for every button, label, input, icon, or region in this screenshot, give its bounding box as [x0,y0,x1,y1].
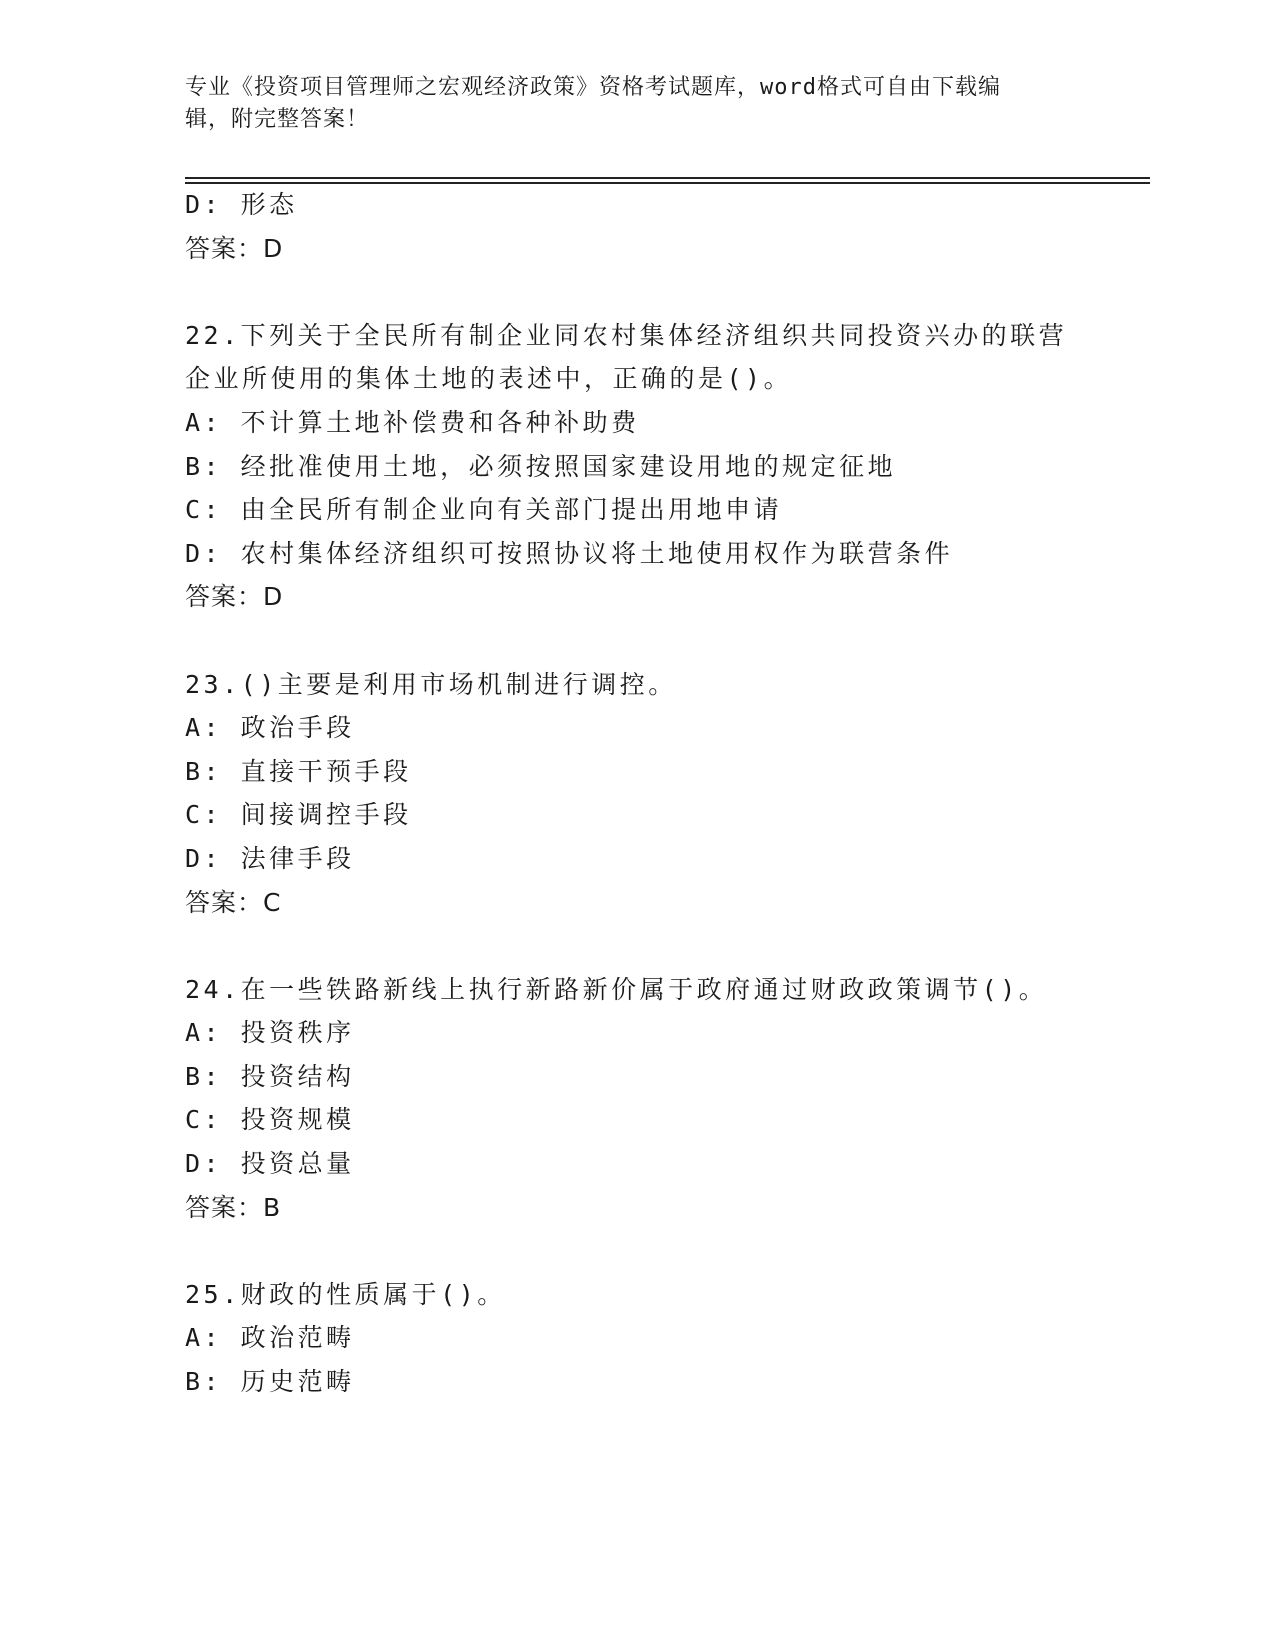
question-24-stem: 24.在一些铁路新线上执行新路新价属于政府通过财政政策调节()。 [185,975,1048,1004]
question-25-option-b: B: 历史范畴 [185,1367,355,1396]
question-24-option-c: C: 投资规模 [185,1105,355,1134]
question-24-answer: 答案：B [185,1193,282,1222]
question-22-stem-line-2: 企业所使用的集体土地的表述中，正确的是()。 [185,364,793,393]
question-25-option-a: A: 政治范畴 [185,1323,355,1352]
question-25-stem: 25.财政的性质属于()。 [185,1280,506,1309]
question-22-option-a: A: 不计算土地补偿费和各种补助费 [185,408,640,437]
question-23-option-c: C: 间接调控手段 [185,800,412,829]
header-rule-bottom [185,182,1150,184]
question-23-answer: 答案：C [185,888,282,917]
question-24-option-a: A: 投资秩序 [185,1018,355,1047]
question-24-option-b: B: 投资结构 [185,1062,355,1091]
question-22-stem-line-1: 22.下列关于全民所有制企业同农村集体经济组织共同投资兴办的联营 [185,321,1068,350]
prev-option-d: D: 形态 [185,190,298,219]
header-rule-top [185,177,1150,179]
prev-answer: 答案：D [185,234,284,263]
document-header [185,72,1065,136]
header-line-2: 辑，附完整答案！ [185,107,370,132]
question-23-option-b: B: 直接干预手段 [185,757,412,786]
header-line-1: 专业《投资项目管理师之宏观经济政策》资格考试题库，word格式可自由下载编 [185,75,1001,100]
question-22-answer: 答案：D [185,582,284,611]
question-23-option-a: A: 政治手段 [185,713,355,742]
question-22-option-d: D: 农村集体经济组织可按照协议将土地使用权作为联营条件 [185,539,954,568]
question-23-option-d: D: 法律手段 [185,844,355,873]
question-22-option-b: B: 经批准使用土地，必须按照国家建设用地的规定征地 [185,452,897,481]
question-24-option-d: D: 投资总量 [185,1149,355,1178]
question-22-option-c: C: 由全民所有制企业向有关部门提出用地申请 [185,495,783,524]
question-23-stem: 23.()主要是利用市场机制进行调控。 [185,670,677,699]
